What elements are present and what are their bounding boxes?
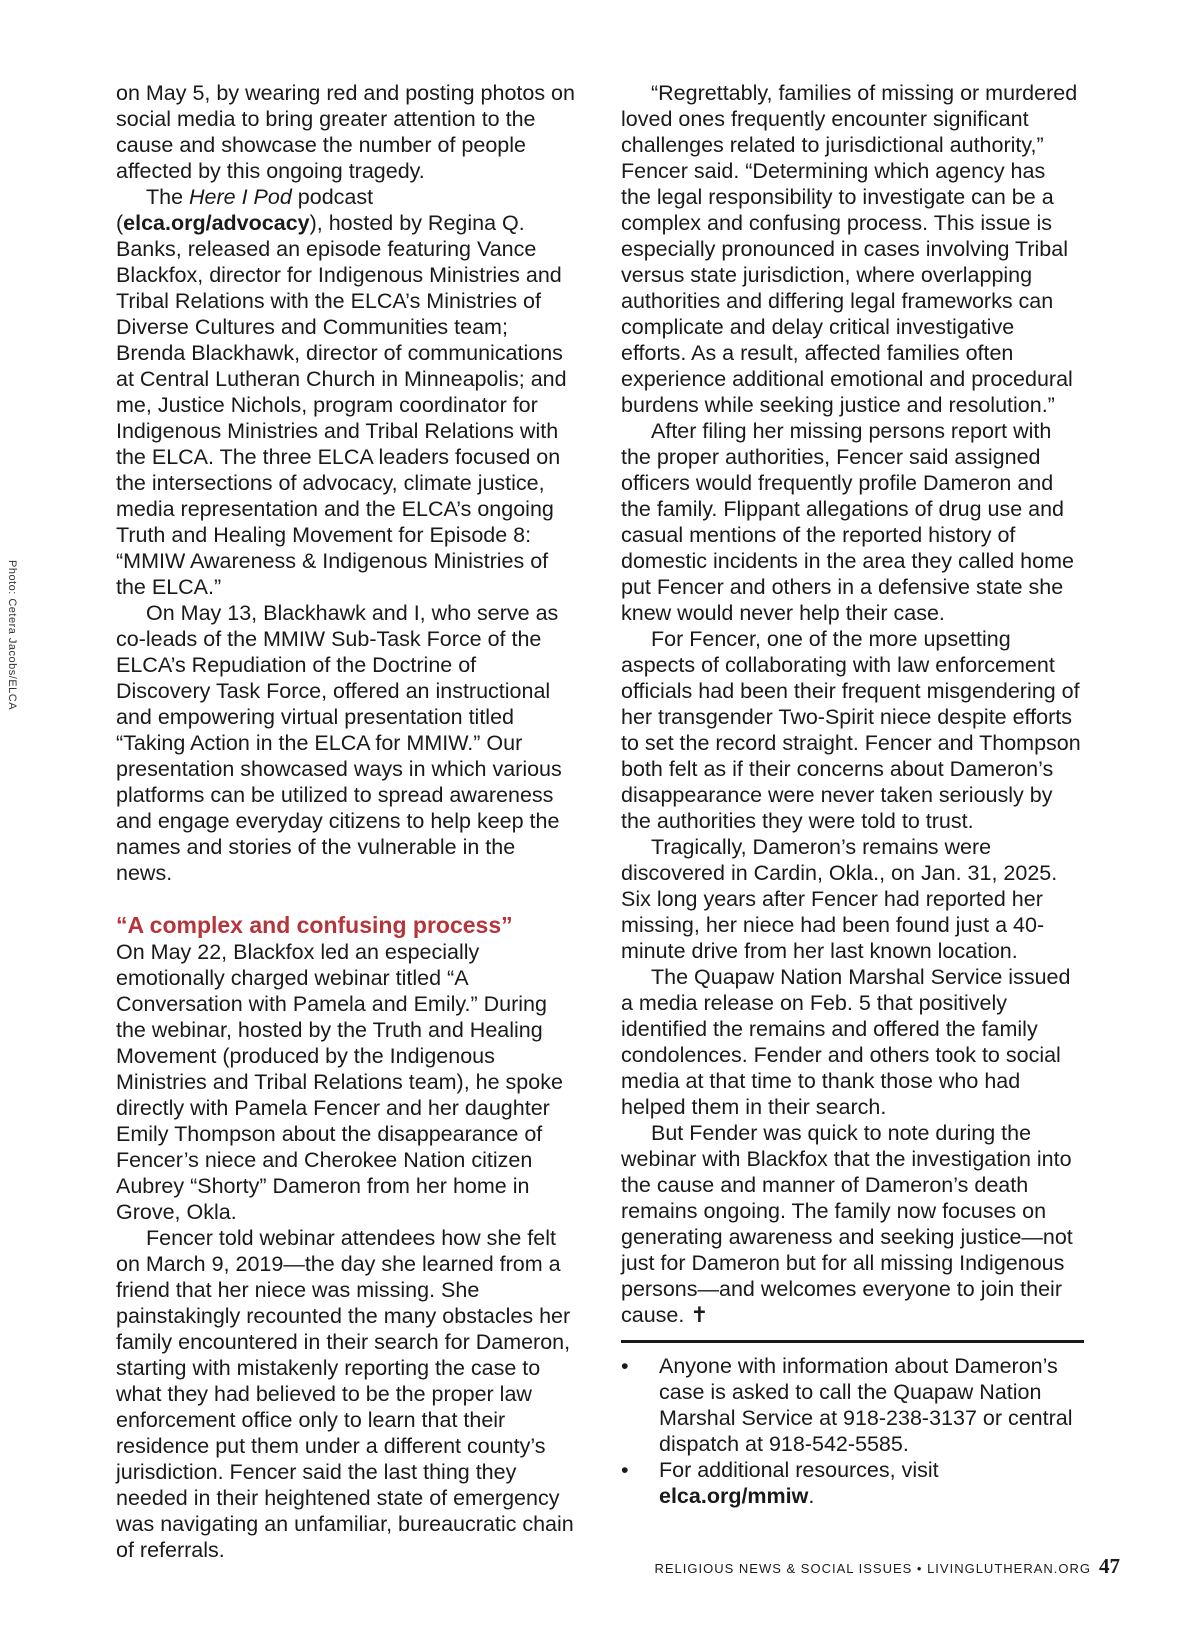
bullet-icon: • bbox=[621, 1354, 629, 1378]
paragraph: Tragically, Dameron’s remains were discovered in Cardin, Okla., on Jan. 31, 2025. Six long years after Fencer had reported her missing, her niece had been found just a 40-minute drive from her last known location. bbox=[621, 835, 1058, 963]
paragraph: Fencer told webinar attendees how she felt on March 9, 2019—the day she learned from a friend that her niece was missing. She painstakingly recounted the many obstacles her family encountered in their search for Dameron, starting with mistakenly reporting the case to what they had believed to be the proper law enforcement office only to learn that their residence put them under a different county’s jurisdiction. Fencer said the last thing they needed in their heightened state of emergency was navigating an unfamiliar, bureaucratic chain of referrals. bbox=[116, 1226, 574, 1562]
note-text: Anyone with information about Dameron’s case is asked to call the Quapaw Nation Marshal Service at 918-238-3137 or central dispatch at 918-542-5585. bbox=[659, 1354, 1073, 1456]
podcast-title: Here I Pod bbox=[189, 185, 292, 209]
paragraph: For Fencer, one of the more upsetting aspects of collaborating with law enforcement officials had been their frequent misgendering of her transgender Two-Spirit niece despite efforts to set the record straight. Fencer and Thompson both felt as if their concerns about Dameron’s disappearance were never taken seriously by the authorities they were told to trust. bbox=[621, 627, 1081, 833]
paragraph-final bbox=[621, 1120, 1081, 1328]
text: podcast ( bbox=[116, 185, 374, 235]
paragraph: “Regrettably, families of missing or murdered loved ones frequently encounter significant challenges related to jurisdictional authority,” Fencer said. “Determining which agency has the legal responsibility to investigate can be a complex and confusing process. This issue is especially pronounced in cases involving Tribal versus state jurisdiction, where overlapping authorities and differing legal frameworks can complicate and delay critical investigative efforts. As a result, affected families often experience additional emotional and procedural burdens while seeking justice and resolution.” bbox=[621, 81, 1078, 417]
paragraph: After filing her missing persons report with the proper authorities, Fencer said assigned officers would frequently profile Dameron and the family. Flippant allegations of drug use and casual mentions of the reported history of domestic incidents in the area they called home put Fencer and others in a defensive state she knew would never help their case. bbox=[621, 419, 1074, 625]
divider bbox=[621, 1340, 1084, 1343]
paragraph: On May 13, Blackhawk and I, who serve as co-leads of the MMIW Sub-Task Force of the ELCA’s Repudiation of the Doctrine of Discovery Task Force, offered an instructional and empowering virtual presentation titled “Taking Action in the ELCA for MMIW.” Our presentation showcased ways in which various platforms can be utilized to spread awareness and engage everyday citizens to help keep the names and stories of the vulnerable in the news. bbox=[116, 601, 562, 885]
right-column bbox=[621, 80, 1081, 1509]
left-column bbox=[116, 80, 576, 1563]
paragraph-podcast bbox=[116, 184, 576, 600]
note-item bbox=[621, 1457, 1081, 1509]
photo-credit: Photo: Cetera Jacobs/ELCA bbox=[6, 560, 18, 711]
bullet-icon: • bbox=[621, 1458, 629, 1482]
text: But Fender was quick to note during the webinar with Blackfox that the investigation into the cause and manner of Dameron’s death remains ongoing. The family now focuses on generating awareness and seeking justice—not just for Dameron but for all missing Indigenous persons—and welcomes everyone to join their cause. bbox=[621, 1121, 1073, 1327]
footer-text: RELIGIOUS NEWS & SOCIAL ISSUES • LIVINGLUTHERAN.ORG bbox=[654, 1561, 1091, 1576]
paragraph: on May 5, by wearing red and posting photos on social media to bring greater attention to the cause and showcase the number of people affected by this ongoing tragedy. bbox=[116, 81, 575, 183]
mmiw-link[interactable]: elca.org/mmiw bbox=[659, 1484, 809, 1508]
note-item bbox=[621, 1353, 1081, 1457]
page-number: 47 bbox=[1099, 1554, 1120, 1578]
paragraph: The Quapaw Nation Marshal Service issued a media release on Feb. 5 that positively identified the remains and offered the family condolences. Fender and others took to social media at that time to thank those who had helped them in their search. bbox=[621, 965, 1071, 1119]
text: The bbox=[146, 185, 190, 209]
note-text: . bbox=[808, 1484, 815, 1508]
info-notes bbox=[621, 1353, 1081, 1509]
note-text: For additional resources, visit bbox=[659, 1458, 939, 1482]
text: ), hosted by Regina Q. Banks, released an episode featuring Vance Blackfox, director for Indigenous Ministries and Tribal Relations with the ELCA’s Ministries of Diverse Cultures and Communities team; Brenda Blackhawk, director of communications at Central Lutheran Church in Minneapolis; and me, Justice Nichols, program coordinator for Indigenous Ministries and Tribal Relations with the ELCA. The three ELCA leaders focused on the intersections of advocacy, climate justice, media representation and the ELCA’s ongoing Truth and Healing Movement for Episode 8: “MMIW Awareness & Indigenous Ministries of the ELCA.” bbox=[116, 211, 567, 599]
page-footer bbox=[655, 1554, 1121, 1579]
paragraph: On May 22, Blackfox led an especially emotionally charged webinar titled “A Conversation with Pamela and Emily.” During the webinar, hosted by the Truth and Healing Movement (produced by the Indigenous Ministries and Tribal Relations team), he spoke directly with Pamela Fencer and her daughter Emily Thompson about the disappearance of Fencer’s niece and Cherokee Nation citizen Aubrey “Shorty” Dameron from her home in Grove, Okla. bbox=[116, 940, 563, 1224]
section-heading: “A complex and confusing process” bbox=[116, 912, 513, 938]
advocacy-link[interactable]: elca.org/advocacy bbox=[123, 211, 310, 235]
end-mark-cross-icon: ✝ bbox=[690, 1303, 709, 1327]
